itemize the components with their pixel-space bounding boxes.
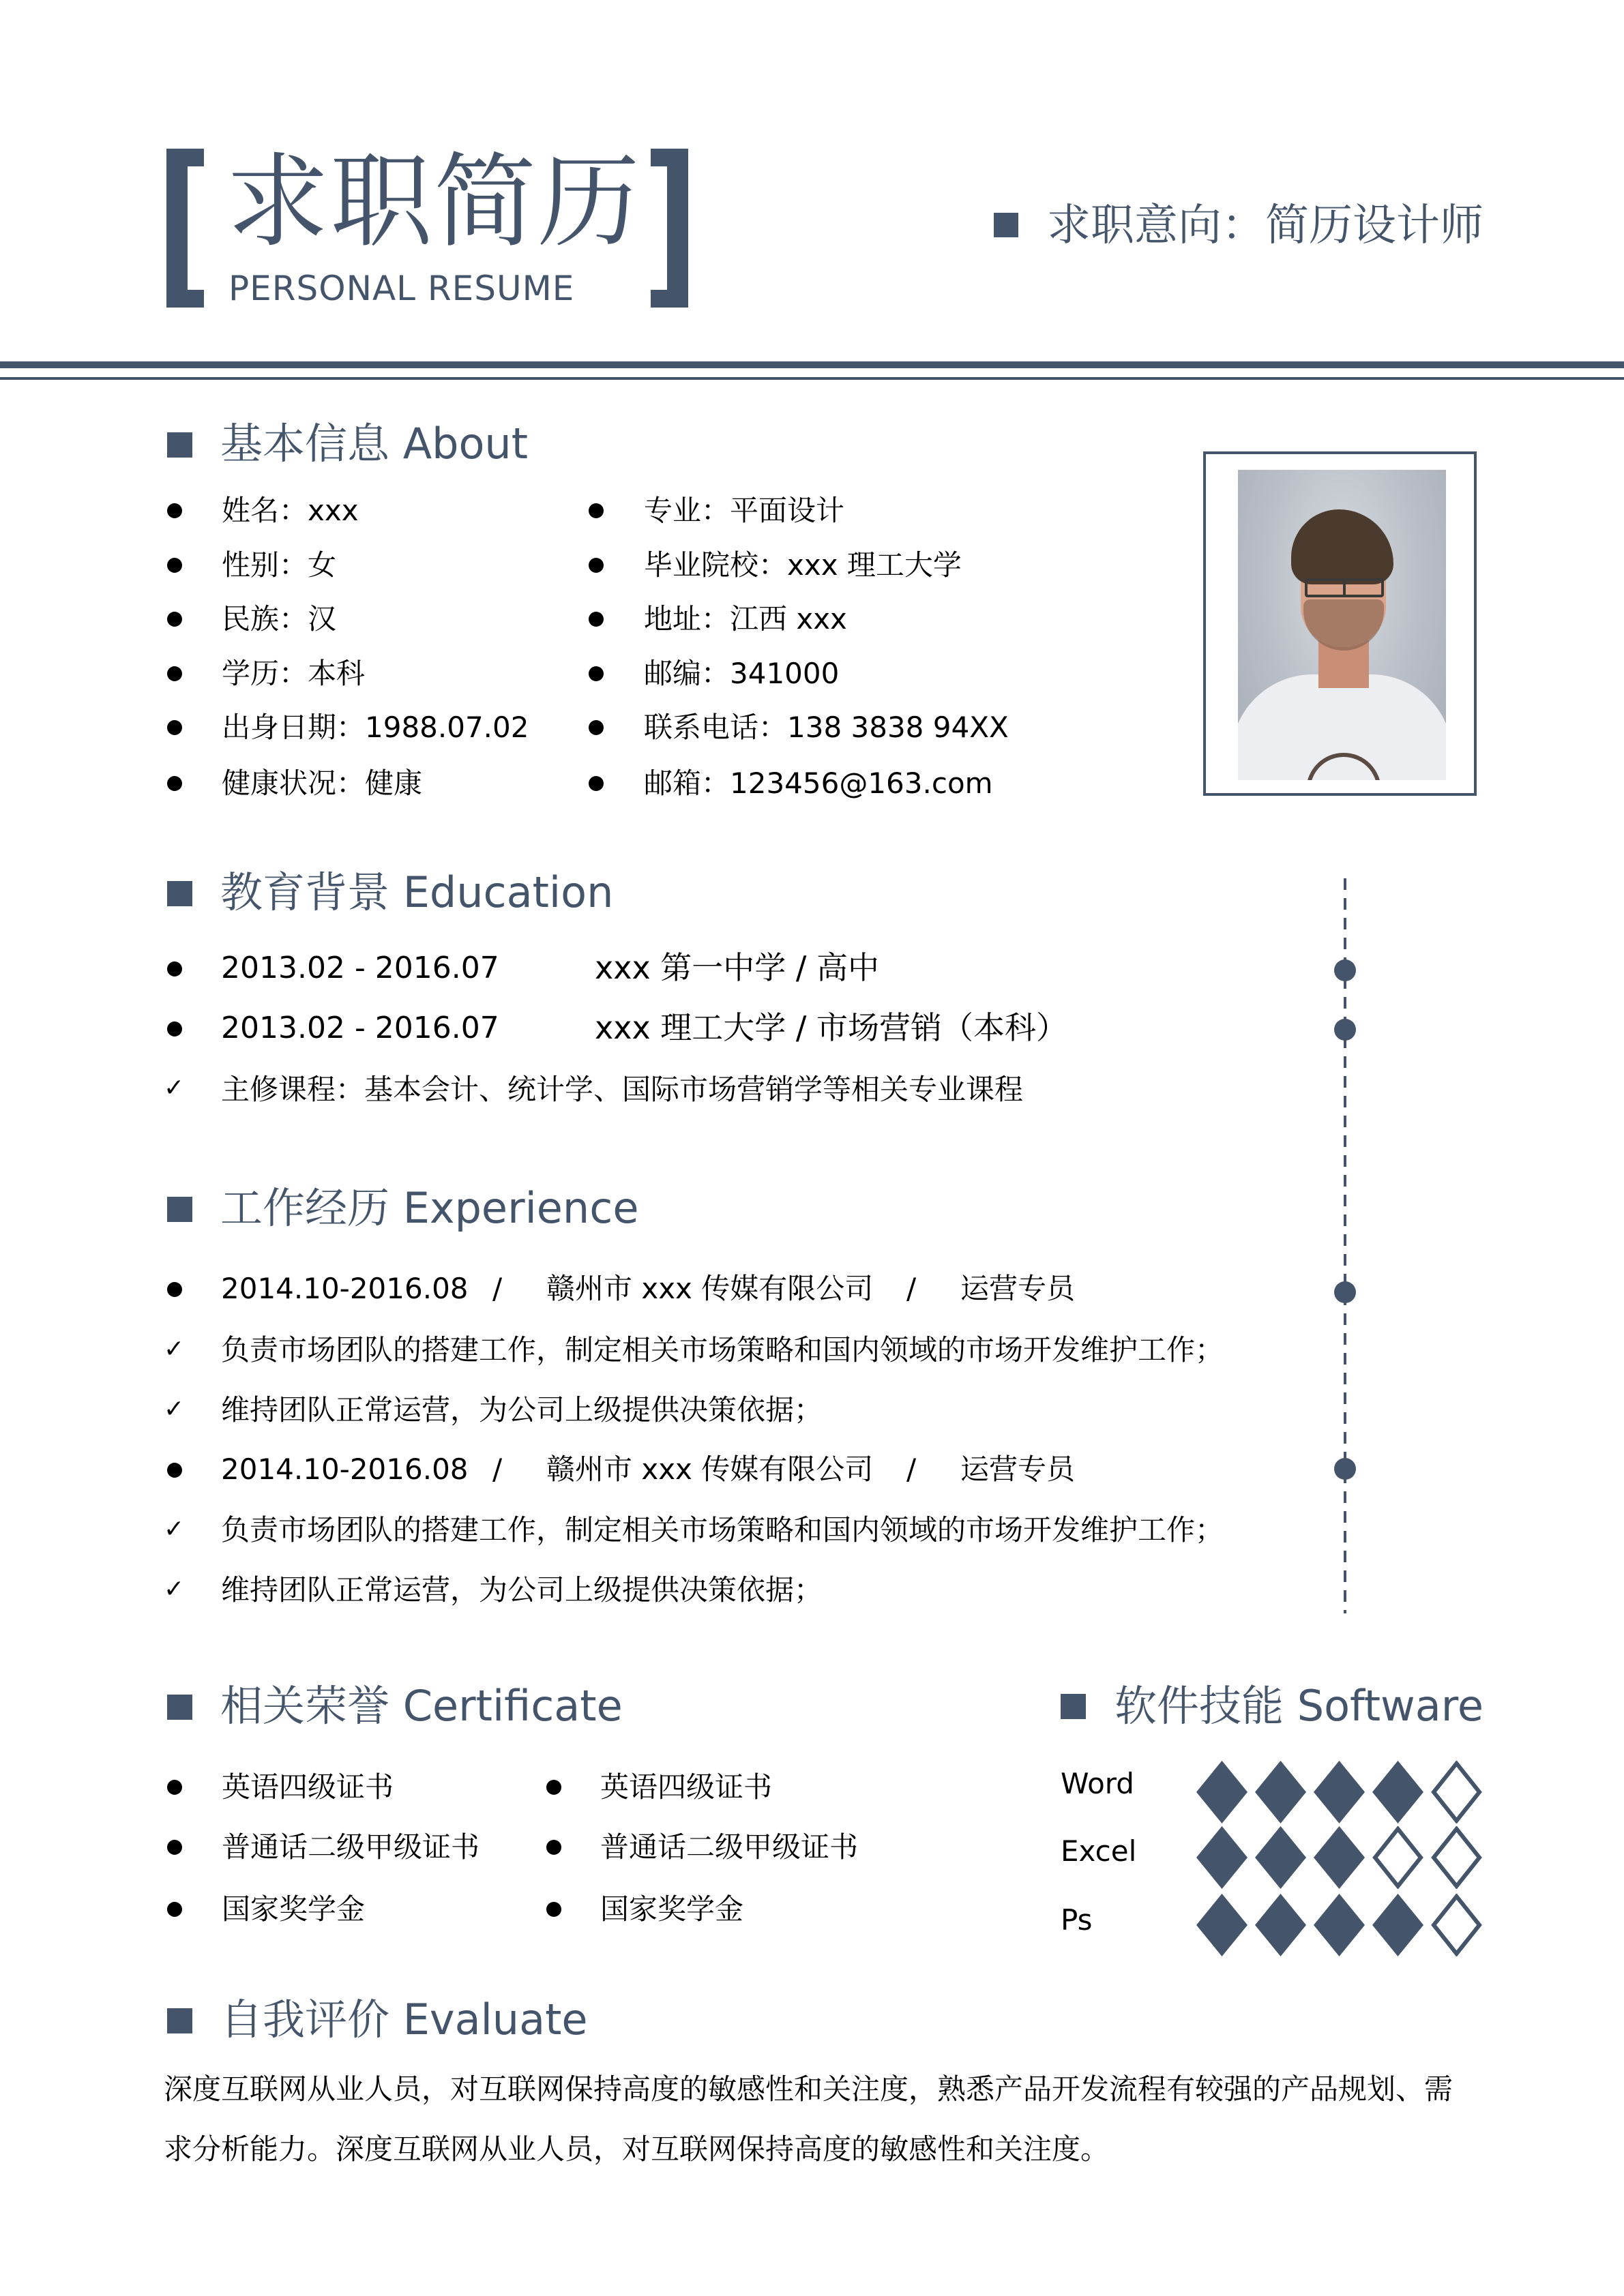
bullet-icon <box>589 776 604 791</box>
bullet-icon <box>589 612 604 627</box>
certificate-title: 相关荣誉 Certificate <box>220 1681 623 1731</box>
bullet-icon <box>546 1902 561 1917</box>
certificate-item: 英语四级证书 <box>222 1770 394 1804</box>
timeline-dashed-line <box>1344 878 1346 1613</box>
bullet-icon <box>167 666 182 681</box>
job-duty: 负责市场团队的搭建工作，制定相关市场策略和国内领域的市场开发维护工作； <box>221 1513 1224 1547</box>
diamond-filled-icon <box>1255 1761 1306 1823</box>
about-email: 邮箱：123456@163.com <box>644 766 993 800</box>
bullet-icon <box>167 1463 182 1478</box>
job-role: 运营专员 <box>960 1272 1076 1305</box>
education-period: 2013.02 - 2016.07 <box>221 951 499 985</box>
checkmark-icon: ✓ <box>164 1395 185 1423</box>
bullet-icon <box>167 558 182 573</box>
diamond-empty-icon <box>1431 1761 1482 1823</box>
diamond-filled-icon <box>1255 1894 1306 1956</box>
right-bracket-decoration <box>651 149 688 308</box>
skill-label-excel: Excel <box>1061 1834 1137 1868</box>
section-square-icon <box>167 1197 192 1222</box>
diamond-filled-icon <box>1314 1826 1365 1889</box>
checkmark-icon: ✓ <box>164 1074 185 1102</box>
certificate-item: 英语四级证书 <box>600 1770 773 1804</box>
job-duty: 负责市场团队的搭建工作，制定相关市场策略和国内领域的市场开发维护工作； <box>221 1333 1224 1367</box>
diamond-filled-icon <box>1314 1894 1365 1956</box>
diamond-empty-icon <box>1431 1894 1482 1956</box>
bullet-icon <box>167 720 182 735</box>
diamond-filled-icon <box>1314 1761 1365 1823</box>
bullet-icon <box>589 720 604 735</box>
education-detail: xxx 第一中学 / 高中 <box>595 949 880 986</box>
section-square-icon <box>167 432 192 458</box>
bullet-icon <box>167 1840 182 1855</box>
diamond-empty-icon <box>1431 1826 1482 1889</box>
bullet-icon <box>167 612 182 627</box>
job-period: 2014.10-2016.08 <box>221 1272 469 1305</box>
evaluate-text-line: 深度互联网从业人员，对互联网保持高度的敏感性和关注度，熟悉产品开发流程有较强的产品规划、需 <box>164 2072 1453 2106</box>
checkmark-icon: ✓ <box>164 1515 185 1543</box>
header-divider-thin <box>0 377 1624 380</box>
left-bracket-decoration <box>166 149 204 308</box>
job-target-square-icon <box>994 213 1018 237</box>
job-separator: / <box>492 1452 503 1486</box>
checkmark-icon: ✓ <box>164 1335 185 1363</box>
job-company: 赣州市 xxx 传媒有限公司 <box>546 1452 874 1486</box>
section-square-icon <box>167 1695 192 1720</box>
bullet-icon <box>167 961 182 976</box>
education-period: 2013.02 - 2016.07 <box>221 1011 499 1045</box>
bullet-icon <box>167 1902 182 1917</box>
job-duty: 维持团队正常运营，为公司上级提供决策依据； <box>221 1393 823 1427</box>
timeline-dot-icon <box>1334 1019 1356 1041</box>
timeline-dot-icon <box>1334 1458 1356 1480</box>
timeline-dot-icon <box>1334 959 1356 981</box>
section-square-icon <box>167 2008 192 2033</box>
evaluate-title: 自我评价 Evaluate <box>220 1995 588 2044</box>
section-square-icon <box>167 881 192 906</box>
about-title: 基本信息 About <box>220 419 529 468</box>
certificate-item: 国家奖学金 <box>222 1892 366 1926</box>
about-phone: 联系电话：138 3838 94XX <box>644 711 1009 744</box>
software-title: 软件技能 Software <box>1114 1681 1484 1731</box>
job-separator: / <box>492 1272 503 1305</box>
about-school: 毕业院校：xxx 理工大学 <box>644 548 962 582</box>
education-detail: xxx 理工大学 / 市场营销（本科） <box>595 1009 1068 1046</box>
diamond-filled-icon <box>1255 1826 1306 1889</box>
bullet-icon <box>167 1022 182 1037</box>
skill-label-ps: Ps <box>1061 1903 1093 1937</box>
evaluate-text-line: 求分析能力。深度互联网从业人员，对互联网保持高度的敏感性和关注度。 <box>164 2132 1110 2166</box>
avatar-photo <box>1238 470 1446 780</box>
bullet-icon <box>167 1282 182 1297</box>
bullet-icon <box>546 1780 561 1795</box>
bullet-icon <box>167 503 182 518</box>
job-duty: 维持团队正常运营，为公司上级提供决策依据； <box>221 1573 823 1607</box>
about-major: 专业：平面设计 <box>644 494 845 527</box>
certificate-item: 国家奖学金 <box>600 1892 744 1926</box>
resume-title: 求职简历 <box>226 143 642 262</box>
about-birthdate: 出身日期：1988.07.02 <box>222 711 529 744</box>
job-period: 2014.10-2016.08 <box>221 1452 469 1486</box>
skill-label-word: Word <box>1061 1767 1134 1800</box>
header-divider-thick <box>0 361 1624 368</box>
resume-subtitle: PERSONAL RESUME <box>228 269 575 308</box>
certificate-item: 普通话二级甲级证书 <box>222 1830 480 1864</box>
diamond-empty-icon <box>1372 1826 1423 1889</box>
job-company: 赣州市 xxx 传媒有限公司 <box>546 1272 874 1305</box>
about-address: 地址：江西 xxx <box>644 602 847 636</box>
bullet-icon <box>167 1780 182 1795</box>
education-title: 教育背景 Education <box>220 867 614 917</box>
section-square-icon <box>1061 1694 1086 1719</box>
diamond-filled-icon <box>1196 1894 1247 1956</box>
job-role: 运营专员 <box>960 1452 1076 1486</box>
about-name: 姓名：xxx <box>222 494 359 527</box>
diamond-filled-icon <box>1372 1894 1423 1956</box>
about-zipcode: 邮编：341000 <box>644 657 840 690</box>
about-gender: 性别：女 <box>222 548 337 582</box>
job-target: 求职意向：简历设计师 <box>1047 200 1483 251</box>
diamond-filled-icon <box>1196 1761 1247 1823</box>
experience-title: 工作经历 Experience <box>220 1183 639 1233</box>
job-separator: / <box>906 1452 917 1486</box>
about-ethnicity: 民族：汉 <box>222 602 337 636</box>
about-health: 健康状况：健康 <box>222 766 423 800</box>
diamond-filled-icon <box>1372 1761 1423 1823</box>
job-separator: / <box>906 1272 917 1305</box>
bullet-icon <box>589 503 604 518</box>
bullet-icon <box>546 1840 561 1855</box>
checkmark-icon: ✓ <box>164 1575 185 1603</box>
education-courses: 主修课程：基本会计、统计学、国际市场营销学等相关专业课程 <box>221 1073 1024 1106</box>
certificate-item: 普通话二级甲级证书 <box>600 1830 859 1864</box>
timeline-dot-icon <box>1334 1281 1356 1303</box>
diamond-filled-icon <box>1196 1826 1247 1889</box>
bullet-icon <box>589 666 604 681</box>
bullet-icon <box>589 558 604 573</box>
bullet-icon <box>167 776 182 791</box>
about-degree: 学历：本科 <box>222 657 366 690</box>
